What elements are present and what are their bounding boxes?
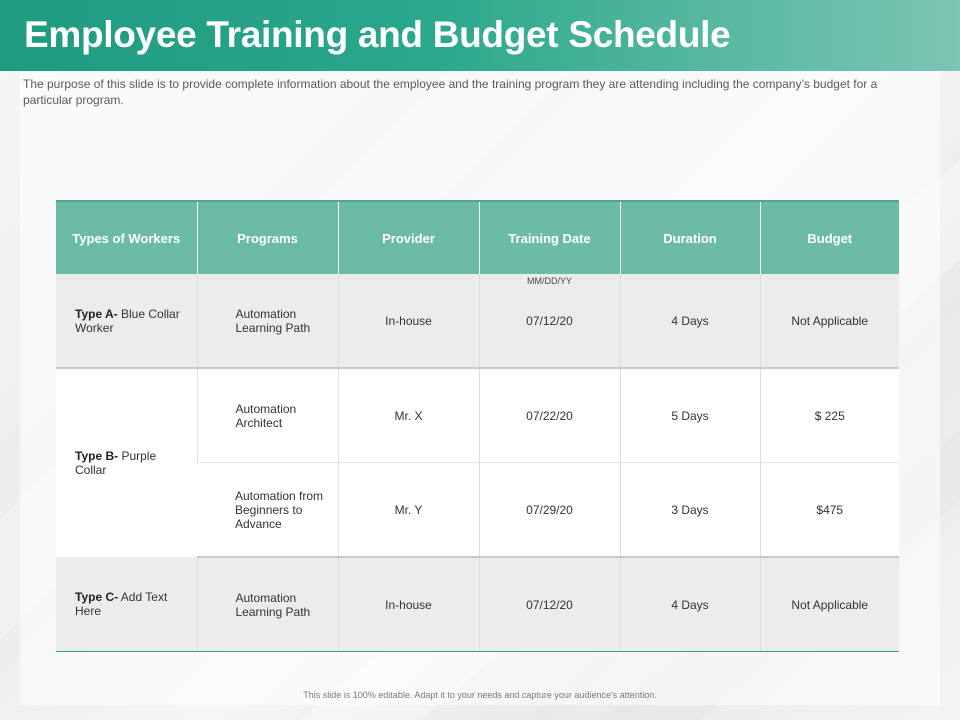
worker-type-name: Purple Collar xyxy=(75,449,157,477)
header-duration: Duration xyxy=(620,201,760,274)
worker-type-cell xyxy=(56,274,197,368)
header-programs: Programs xyxy=(197,201,338,274)
program-cell: Automation Learning Path xyxy=(197,274,338,368)
slide-description: The purpose of this slide is to provide complete information about the employee and the training program they are attending including the company’s budget for a particular program. xyxy=(23,77,878,107)
training-date-cell: 07/12/20 xyxy=(479,557,620,652)
provider-cell: In-house xyxy=(338,557,479,652)
table-row xyxy=(56,368,899,463)
table-row xyxy=(56,274,899,368)
provider-cell: Mr. Y xyxy=(338,463,479,558)
date-format-label: MM/DD/YY xyxy=(527,276,572,286)
duration-cell: 4 Days xyxy=(620,274,760,368)
worker-type-label: Type A- xyxy=(75,306,118,321)
worker-type-name: Add Text Here xyxy=(75,590,168,618)
budget-cell: Not Applicable xyxy=(760,557,899,652)
duration-cell: 3 Days xyxy=(620,463,760,558)
program-cell: Automation Architect xyxy=(197,368,338,463)
budget-cell: $475 xyxy=(760,463,899,558)
budget-cell: $ 225 xyxy=(760,368,899,463)
training-date-cell: 07/22/20 xyxy=(479,368,620,463)
budget-cell: Not Applicable xyxy=(760,274,899,368)
training-schedule-table xyxy=(56,200,899,652)
duration-cell: 5 Days xyxy=(620,368,760,463)
slide-title: Employee Training and Budget Schedule xyxy=(24,14,731,55)
worker-type-label: Type B- xyxy=(75,449,119,463)
header-training-date: Training Date xyxy=(479,201,620,274)
provider-cell: Mr. X xyxy=(338,368,479,463)
table-row xyxy=(56,557,899,652)
worker-type-label: Type C- xyxy=(75,590,119,604)
table-header-row xyxy=(56,201,899,274)
worker-type-cell xyxy=(56,557,197,652)
title-bar xyxy=(0,0,960,71)
training-date-cell xyxy=(479,274,620,368)
program-cell: Automation from Beginners to Advance xyxy=(197,463,338,558)
duration-cell: 4 Days xyxy=(620,557,760,652)
header-provider: Provider xyxy=(338,201,479,274)
slide-footer: This slide is 100% editable. Adapt it to your needs and capture your audience's attention. xyxy=(303,690,657,700)
training-date-value: 07/12/20 xyxy=(526,313,573,328)
worker-type-cell xyxy=(56,368,197,557)
program-cell: Automation Learning Path xyxy=(197,557,338,652)
worker-type-name: Blue Collar Worker xyxy=(75,306,180,335)
header-types-of-workers: Types of Workers xyxy=(56,201,197,274)
training-date-cell: 07/29/20 xyxy=(479,463,620,558)
header-budget: Budget xyxy=(760,201,899,274)
provider-cell: In-house xyxy=(338,274,479,368)
